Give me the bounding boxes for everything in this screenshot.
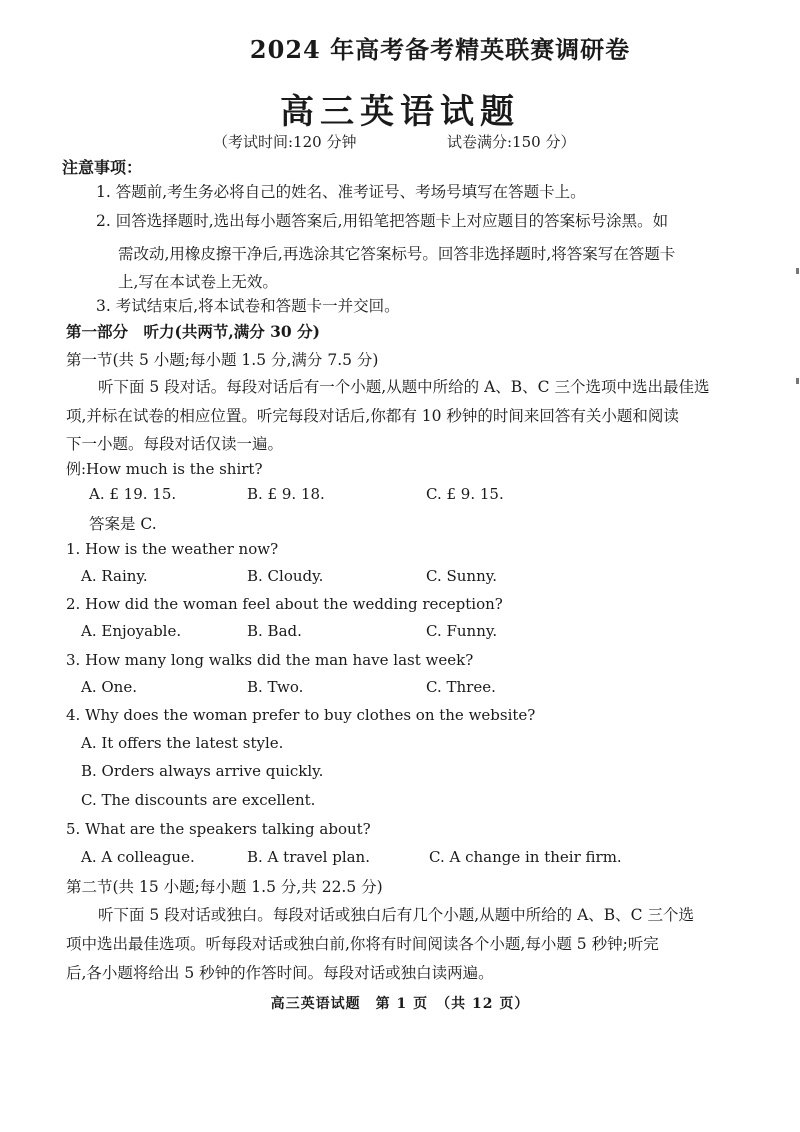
q3-option-a: A. One. — [81, 678, 137, 696]
q3-option-b: B. Two. — [247, 678, 304, 696]
full-score: 试卷满分:150 分） — [447, 133, 576, 151]
scan-speck — [796, 268, 799, 274]
q1-option-b: B. Cloudy. — [247, 567, 324, 585]
section1-title: 第一节(共 5 小题;每小题 1.5 分,满分 7.5 分) — [66, 351, 379, 369]
exam-time: （考试时间:120 分钟 — [213, 133, 357, 151]
q2-option-a: A. Enjoyable. — [81, 622, 182, 640]
scan-speck — [796, 378, 799, 384]
section1-instruction-line1: 听下面 5 段对话。每段对话后有一个小题,从题中所给的 A、B、C 三个选项中选出最佳选 — [98, 378, 710, 396]
example-option-b: B. £ 9. 18. — [247, 485, 325, 503]
example-question: 例:How much is the shirt? — [66, 460, 263, 478]
question-5: 5. What are the speakers talking about? — [66, 820, 371, 838]
q2-option-c: C. Funny. — [426, 622, 498, 640]
question-2: 2. How did the woman feel about the wedding reception? — [66, 595, 503, 613]
page-title: 高三英语试题 — [280, 92, 520, 132]
question-1: 1. How is the weather now? — [66, 540, 279, 558]
q2-option-b: B. Bad. — [247, 622, 302, 640]
exam-series-heading: 2024 年高考备考精英联赛调研卷 — [249, 35, 631, 64]
page-footer: 高三英语试题 第 1 页 （共 12 页） — [270, 996, 530, 1012]
section2-instruction-line1: 听下面 5 段对话或独白。每段对话或独白后有几个小题,从题中所给的 A、B、C 三个选 — [98, 906, 694, 924]
question-3: 3. How many long walks did the man have last week? — [66, 651, 474, 669]
q5-option-c: C. A change in their firm. — [429, 848, 622, 866]
part1-title: 第一部分 听力(共两节,满分 30 分) — [66, 322, 320, 341]
q5-option-a: A. A colleague. — [81, 848, 195, 866]
example-answer: 答案是 C. — [89, 515, 157, 533]
section2-instruction-line2: 项中选出最佳选项。听每段对话或独白前,你将有时间阅读各个小题,每小题 5 秒钟;听完 — [66, 935, 659, 953]
section2-title: 第二节(共 15 小题;每小题 1.5 分,共 22.5 分) — [66, 878, 383, 896]
section1-instruction-line2: 项,并标在试卷的相应位置。听完每段对话后,你都有 10 秒钟的时间来回答有关小题和阅读 — [66, 407, 679, 425]
example-option-a: A. £ 19. 15. — [89, 485, 177, 503]
section1-instruction-line3: 下一小题。每段对话仅读一遍。 — [66, 435, 284, 453]
q4-option-a: A. It offers the latest style. — [81, 734, 284, 752]
q1-option-a: A. Rainy. — [81, 567, 148, 585]
q4-option-b: B. Orders always arrive quickly. — [81, 762, 324, 780]
q4-option-c: C. The discounts are excellent. — [81, 791, 316, 809]
q1-option-c: C. Sunny. — [426, 567, 497, 585]
section2-instruction-line3: 后,各小题将给出 5 秒钟的作答时间。每段对话或独白读两遍。 — [66, 964, 494, 982]
question-4: 4. Why does the woman prefer to buy clothes on the website? — [66, 706, 536, 724]
notice-item-2-cont2: 上,写在本试卷上无效。 — [118, 273, 278, 291]
notice-title: 注意事项： — [62, 158, 143, 177]
notice-item-2: 2. 回答选择题时,选出每小题答案后,用铅笔把答题卡上对应题目的答案标号涂黑。如 — [96, 212, 669, 230]
q5-option-b: B. A travel plan. — [247, 848, 370, 866]
notice-item-2-cont: 需改动,用橡皮擦干净后,再选涂其它答案标号。回答非选择题时,将答案写在答题卡 — [118, 245, 676, 263]
notice-item-1: 1. 答题前,考生务必将自己的姓名、准考证号、考场号填写在答题卡上。 — [96, 183, 586, 201]
notice-item-3: 3. 考试结束后,将本试卷和答题卡一并交回。 — [96, 297, 400, 315]
q3-option-c: C. Three. — [426, 678, 496, 696]
example-option-c: C. £ 9. 15. — [426, 485, 504, 503]
